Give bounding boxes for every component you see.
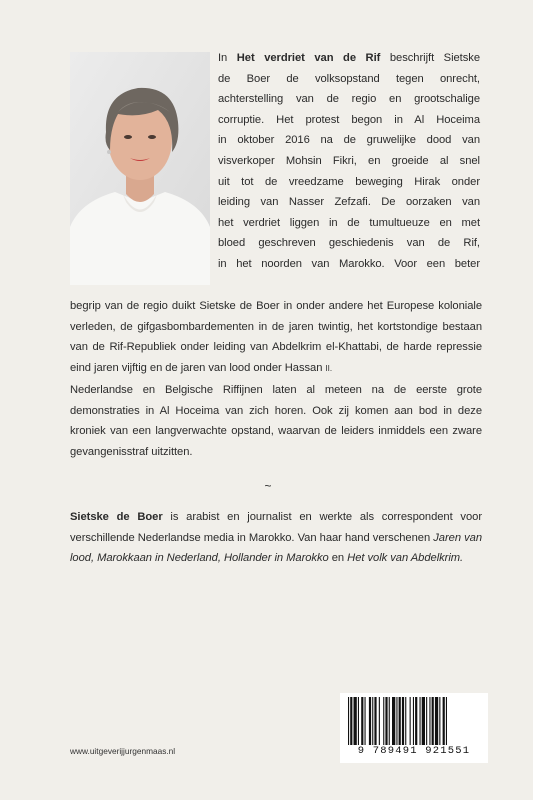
barcode-bar	[399, 697, 401, 745]
barcode-bar	[426, 697, 427, 745]
roman-numeral: II.	[325, 363, 332, 373]
blurb-intro-word: In	[218, 52, 228, 64]
publisher-website: www.uitgeverijjurgenmaas.nl	[70, 746, 176, 756]
barcode-bar	[379, 697, 380, 745]
barcode-bar	[402, 697, 404, 745]
barcode-bar	[392, 697, 395, 745]
barcode-bar	[429, 697, 430, 745]
barcode-bar	[446, 697, 447, 745]
author-photo	[70, 52, 210, 285]
barcode-bar	[354, 697, 357, 745]
barcode-bar	[432, 697, 434, 745]
author-name: Sietske de Boer	[70, 511, 163, 523]
barcode-bar	[396, 697, 397, 745]
blurb-paragraph-1-bottom	[70, 296, 482, 379]
blurb-line: achterstelling van de regio en grootschalige	[218, 93, 480, 106]
book-title: Het verdriet van de Rif	[236, 52, 381, 64]
blurb-line: in het noorden van Marokko. Voor een beter	[218, 257, 480, 270]
barcode-bar	[374, 697, 376, 745]
blurb-paragraph-2: Nederlandse en Belgische Riffijnen laten al meteen na de eerste grote demonstraties in Al Hoceima van zich horen. Ook zij komen aan bod in deze kroniek van een langverwachte opstand, waarvan de leiders inmiddels een zware gevangenisstraf uitzitten.	[70, 384, 482, 458]
barcode-bar	[389, 697, 390, 745]
author-work-title: Het volk van Abdelkrim.	[347, 552, 464, 565]
isbn-barcode	[340, 693, 488, 763]
barcode-bar	[410, 697, 411, 745]
blurb-continuation: begrip van de regio duikt Sietske de Boer in onder andere het Europese koloniale verleden, de gifgasbombardementen in de jaren twintig, het kortstondige bestaan van de Rif-Republiek onder leiding van Abdelkrim el-Khattabi, de harde repressie eind jaren vijftig en de jaren van lood onder Hassan	[70, 300, 482, 374]
barcode-bar	[358, 697, 359, 745]
section-separator: ~	[264, 479, 272, 493]
barcode-bar	[420, 697, 421, 745]
author-bio	[70, 507, 482, 569]
blurb-line: uit tot de vreedzame beweging Hirak onder	[218, 175, 480, 188]
barcode-bar	[369, 697, 371, 745]
author-bio-conjunction: en	[331, 552, 345, 565]
blurb-line: bloed geschreven geschiedenis van de Rif,	[218, 237, 480, 250]
barcode-bar	[383, 697, 384, 745]
barcode-bar	[348, 697, 349, 745]
barcode-bar	[365, 697, 366, 745]
barcode-bar	[435, 697, 438, 745]
blurb-line-text: beschrijft Sietske	[389, 52, 481, 64]
barcode-bar	[422, 697, 425, 745]
blurb-line: leiding van Nasser Zefzafi. De oorzaken van	[218, 196, 480, 209]
barcode-bar	[385, 697, 387, 745]
barcode-bar	[350, 697, 352, 745]
author-works-list: Jaren van lood, Marokkaan in Nederland, Hollander in Marokko	[70, 531, 483, 565]
barcode-bar	[415, 697, 417, 745]
barcode-bar	[413, 697, 414, 745]
barcode-bar	[405, 697, 406, 745]
barcode-bar	[361, 697, 363, 745]
blurb-line: de Boer de volksopstand tegen onrecht,	[218, 72, 480, 85]
barcode-bar	[372, 697, 373, 745]
author-bio-text: is arabist en journalist en werkte als correspondent voor verschillende Nederlandse media in Marokko. Van haar hand verschenen	[70, 511, 482, 544]
blurb-line: corruptie. Het protest begon in Al Hoceima	[218, 113, 480, 126]
blurb-paragraph-1-top	[218, 48, 480, 275]
blurb-line: het verdriet liggen in de tumultueuze en met	[218, 216, 480, 229]
barcode-bars	[348, 697, 480, 745]
barcode-bar	[443, 697, 445, 745]
isbn-digits: 9 789491 921551	[357, 745, 471, 757]
blurb-line: in oktober 2016 na de gruwelijke dood van	[218, 134, 480, 147]
barcode-bar	[439, 697, 440, 745]
blurb-line	[218, 48, 480, 69]
blurb-line: visverkoper Mohsin Fikri, en groeide al snel	[218, 154, 480, 167]
